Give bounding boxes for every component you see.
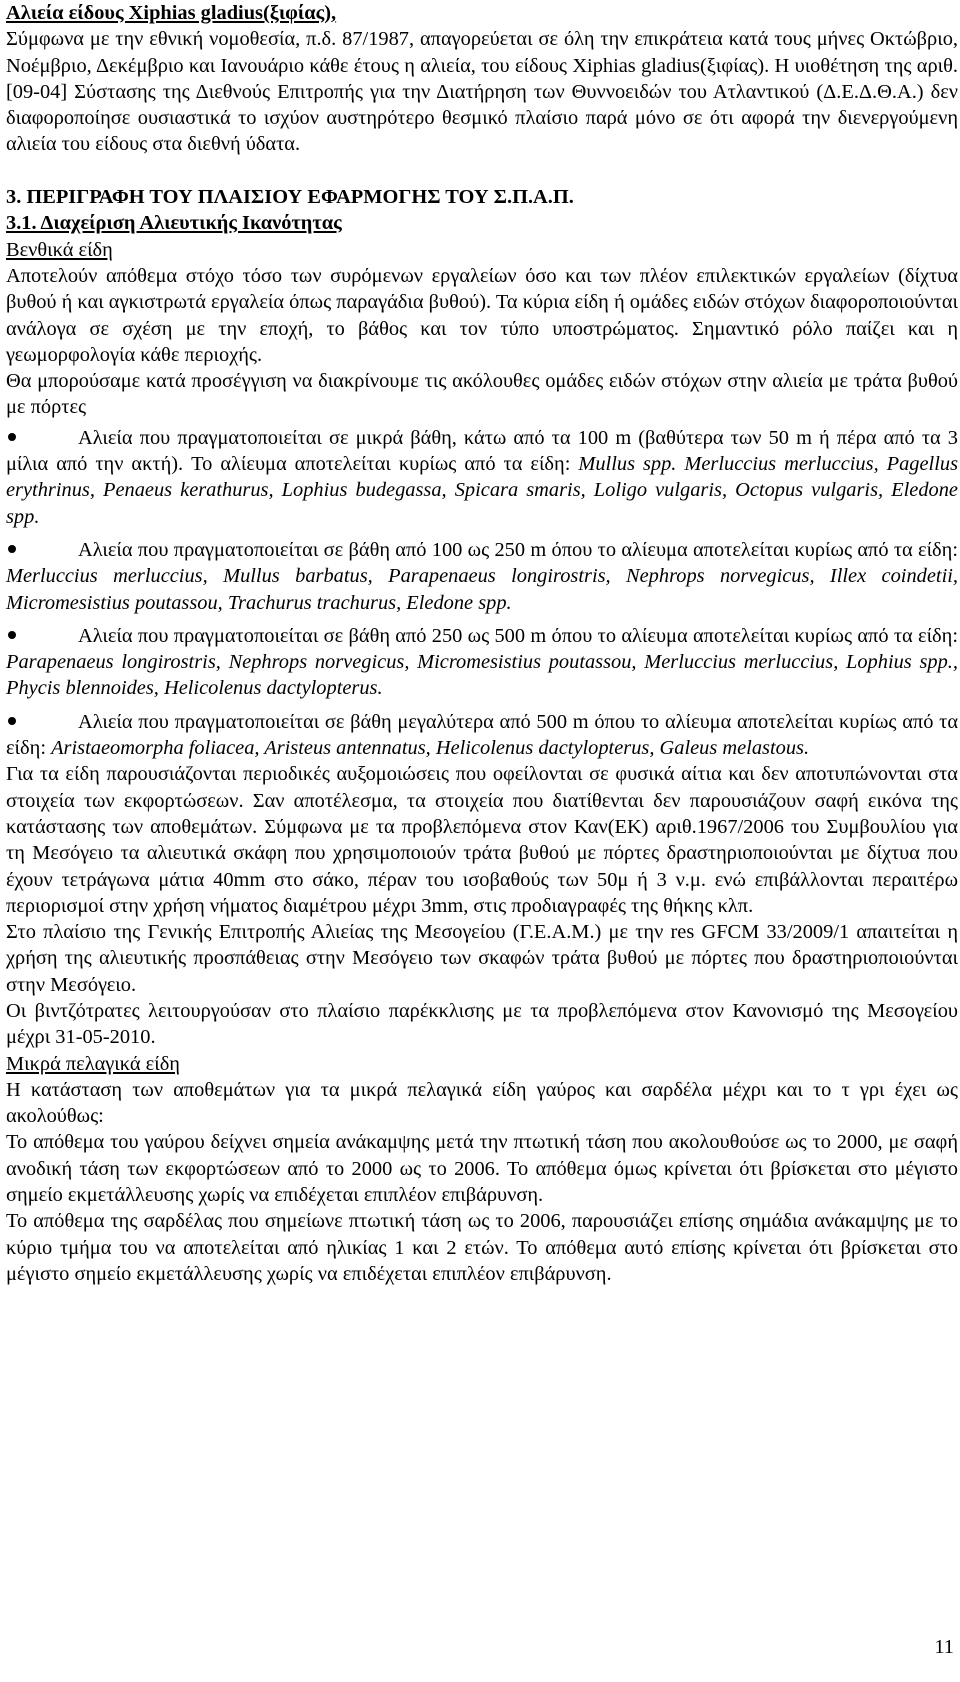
benthic-paragraph-1: Αποτελούν απόθεμα στόχο τόσο των συρόμενων εργαλείων όσο και των πλέον επιλεκτικών εργαλείων (δίχτυα βυθού ή και αγκιστρωτά εργαλεία όπως παραγάδια βυθού). Τα κύρια είδη ή ομάδες ειδών στόχων διαφοροποιούνται ανάλογα σε σχέση με την εποχή, το βάθος και τον τύπο υποστρώματος. Σημαντικό ρόλο παίζει και η γεωμορφολογία κάθε περιοχής. xyxy=(6,264,958,366)
bullet-icon xyxy=(8,545,16,553)
section-heading: 3. ΠΕΡΙΓΡΑΦΗ ΤΟΥ ΠΛΑΙΣΙΟΥ ΕΦΑΡΜΟΓΗΣ ΤΟΥ Σ.Π.Α.Π. xyxy=(6,186,574,209)
list-item xyxy=(6,425,958,530)
document-page xyxy=(6,0,958,1287)
pelagic-paragraph-1: Η κατάσταση των αποθεμάτων για τα μικρά πελαγικά είδη γαύρος και σαρδέλα μέχρι και το τ γρι έχει ως ακολούθως: xyxy=(6,1078,958,1128)
bullet-icon xyxy=(8,717,16,725)
benthic-paragraph-5: Οι βιντζότρατες λειτουργούσαν στο πλαίσιο παρέκκλισης με τα προβλεπόμενα στον Κανονισμό της Μεσογείου μέχρι 31-05-2010. xyxy=(6,999,958,1049)
list-item-species: Aristaeomorpha foliacea, Aristeus antennatus, Helicolenus dactylopterus, Galeus melastous. xyxy=(51,737,810,760)
benthic-paragraph-3: Για τα είδη παρουσιάζονται περιοδικές αυξομοιώσεις που οφείλονται σε φυσικά αίτια και δεν αποτυπώνονται στα στοιχεία των εκφορτώσεων. Σαν αποτέλεσμα, τα στοιχεία που διατίθενται δεν παρουσιάζουν σαφή εικόνα της κατάστασης των αποθεμάτων. Σύμφωνα με τα προβλεπόμενα στον Καν(ΕΚ) αριθ.1967/2006 του Συμβουλίου για τη Μεσόγειο τα αλιευτικά σκάφη που χρησιμοποιούν τράτα βυθού με πόρτες δραστηριοποιούνται με δίχτυα που έχουν τετράγωνα μάτια 40mm στο σάκο, πέραν του ισοβαθούς των 50μ ή 3 ν.μ. ενώ επιβάλλονται περαιτέρω περιορισμοί στην χρήση νήματος διαμέτρου μέχρι 3mm, στις προδιαγραφές της θήκης κλπ. xyxy=(6,763,958,917)
benthic-species-label: Βενθικά είδη xyxy=(6,238,113,261)
list-item-species: Mullus spp. Merluccius merluccius, Pagellus erythrinus, Penaeus kerathurus, Lophius budegassa, Spicara smaris, Loligo vulgaris, Octopus vulgaris, Eledone spp. xyxy=(6,453,959,528)
page-number: 11 xyxy=(934,1636,954,1658)
list-item xyxy=(6,623,958,702)
list-item-text: Αλιεία που πραγματοποιείται σε μικρά βάθη, κάτω από τα 100 m (βαθύτερα των 50 m ή πέρα από τα 3 μίλια από την ακτή). Το αλίευμα αποτελείται κυρίως από τα είδη: xyxy=(6,426,958,476)
list-item-species: Parapenaeus longirostris, Nephrops norvegicus, Micromesistius poutassou, Merluccius merluccius, Lophius spp., Phycis blennoides, Helicolenus dactylopterus. xyxy=(6,651,958,700)
list-item-text: Αλιεία που πραγματοποιείται σε βάθη από 100 ως 250 m όπου το αλίευμα αποτελείται κυρίως από τα είδη: xyxy=(78,538,958,561)
list-item-species: Merluccius merluccius, Mullus barbatus, Parapenaeus longirostris, Nephrops norvegicus, Illex coindetii, Micromesistius poutassou, Trachurus trachurus, Eledone spp. xyxy=(6,565,958,614)
pelagic-species-label: Μικρά πελαγικά είδη xyxy=(6,1052,180,1075)
list-item xyxy=(6,537,958,616)
list-item-text: Αλιεία που πραγματοποιείται σε βάθη μεγαλύτερα από 500 m όπου το αλίευμα αποτελείται κυρίως από τα είδη: xyxy=(6,710,958,760)
bullet-icon xyxy=(8,433,16,441)
pelagic-paragraph-3: Το απόθεμα της σαρδέλας που σημείωνε πτωτική τάση ως το 2006, παρουσιάζει επίσης σημάδια ανάκαμψης με το κύριο τμήμα του να αποτελείται από ηλικίας 1 και 2 ετών. Το απόθεμα αυτό επίσης κρίνεται ότι βρίσκεται στο μέγιστο σημείο εκμετάλλευσης χωρίς να επιδέχεται επιπλέον επιβάρυνση. xyxy=(6,1210,958,1285)
swordfish-section-title: Αλιεία είδους Xiphias gladius(ξιφίας), xyxy=(6,2,337,24)
swordfish-paragraph: Σύμφωνα με την εθνική νομοθεσία, π.δ. 87/1987, απαγορεύεται σε όλη την επικράτεια κατά τους μήνες Οκτώβριο, Νοέμβριο, Δεκέμβριο και Ιανουάριο κάθε έτους η αλιεία, του είδους Xiphias gladius(ξιφίας). Η υιοθέτηση της αριθ. [09-04] Σύστασης της Διεθνούς Επιτροπής για την Διατήρηση των Θυννοειδών του Ατλαντικού (Δ.Ε.Δ.Θ.Α.) δεν διαφοροποίησε ουσιαστικά το ισχύον αυστηρότερο θεσμικό πλαίσιο παρά μόνο σε ότι αφορά την διενεργούμενη αλιεία του είδους στα διεθνή ύδατα. xyxy=(6,28,958,156)
benthic-paragraph-2: Θα μπορούσαμε κατά προσέγγιση να διακρίνουμε τις ακόλουθες ομάδες ειδών στόχων στην αλιεία με τράτα βυθού με πόρτες xyxy=(6,370,958,419)
pelagic-paragraph-2: Το απόθεμα του γαύρου δείχνει σημεία ανάκαμψης μετά την πτωτική τάση που ακολουθούσε ως το 2000, με σαφή ανοδική τάση των εκφορτώσεων από το 2000 ως το 2006. Το απόθεμα όμως κρίνεται ότι βρίσκεται στο μέγιστο σημείο εκμετάλλευσης χωρίς να επιδέχεται επιπλέον επιβάρυνση. xyxy=(6,1131,958,1207)
benthic-paragraph-4: Στο πλαίσιο της Γενικής Επιτροπής Αλιείας της Μεσογείου (Γ.Ε.Α.Μ.) με την res GFCM 33/2009/1 απαιτείται η χρήση της αλιευτικής προσπάθειας στην Μεσόγειο των σκαφών τράτα βυθού με πόρτες που δραστηριοποιούνται στην Μεσόγειο. xyxy=(6,921,958,996)
list-item-text: Αλιεία που πραγματοποιείται σε βάθη από 250 ως 500 m όπου το αλίευμα αποτελείται κυρίως από τα είδη: xyxy=(78,624,958,647)
subsection-heading: 3.1. Διαχείριση Αλιευτικής Ικανότητας xyxy=(6,212,342,235)
bullet-icon xyxy=(8,631,16,639)
list-item xyxy=(6,709,958,762)
